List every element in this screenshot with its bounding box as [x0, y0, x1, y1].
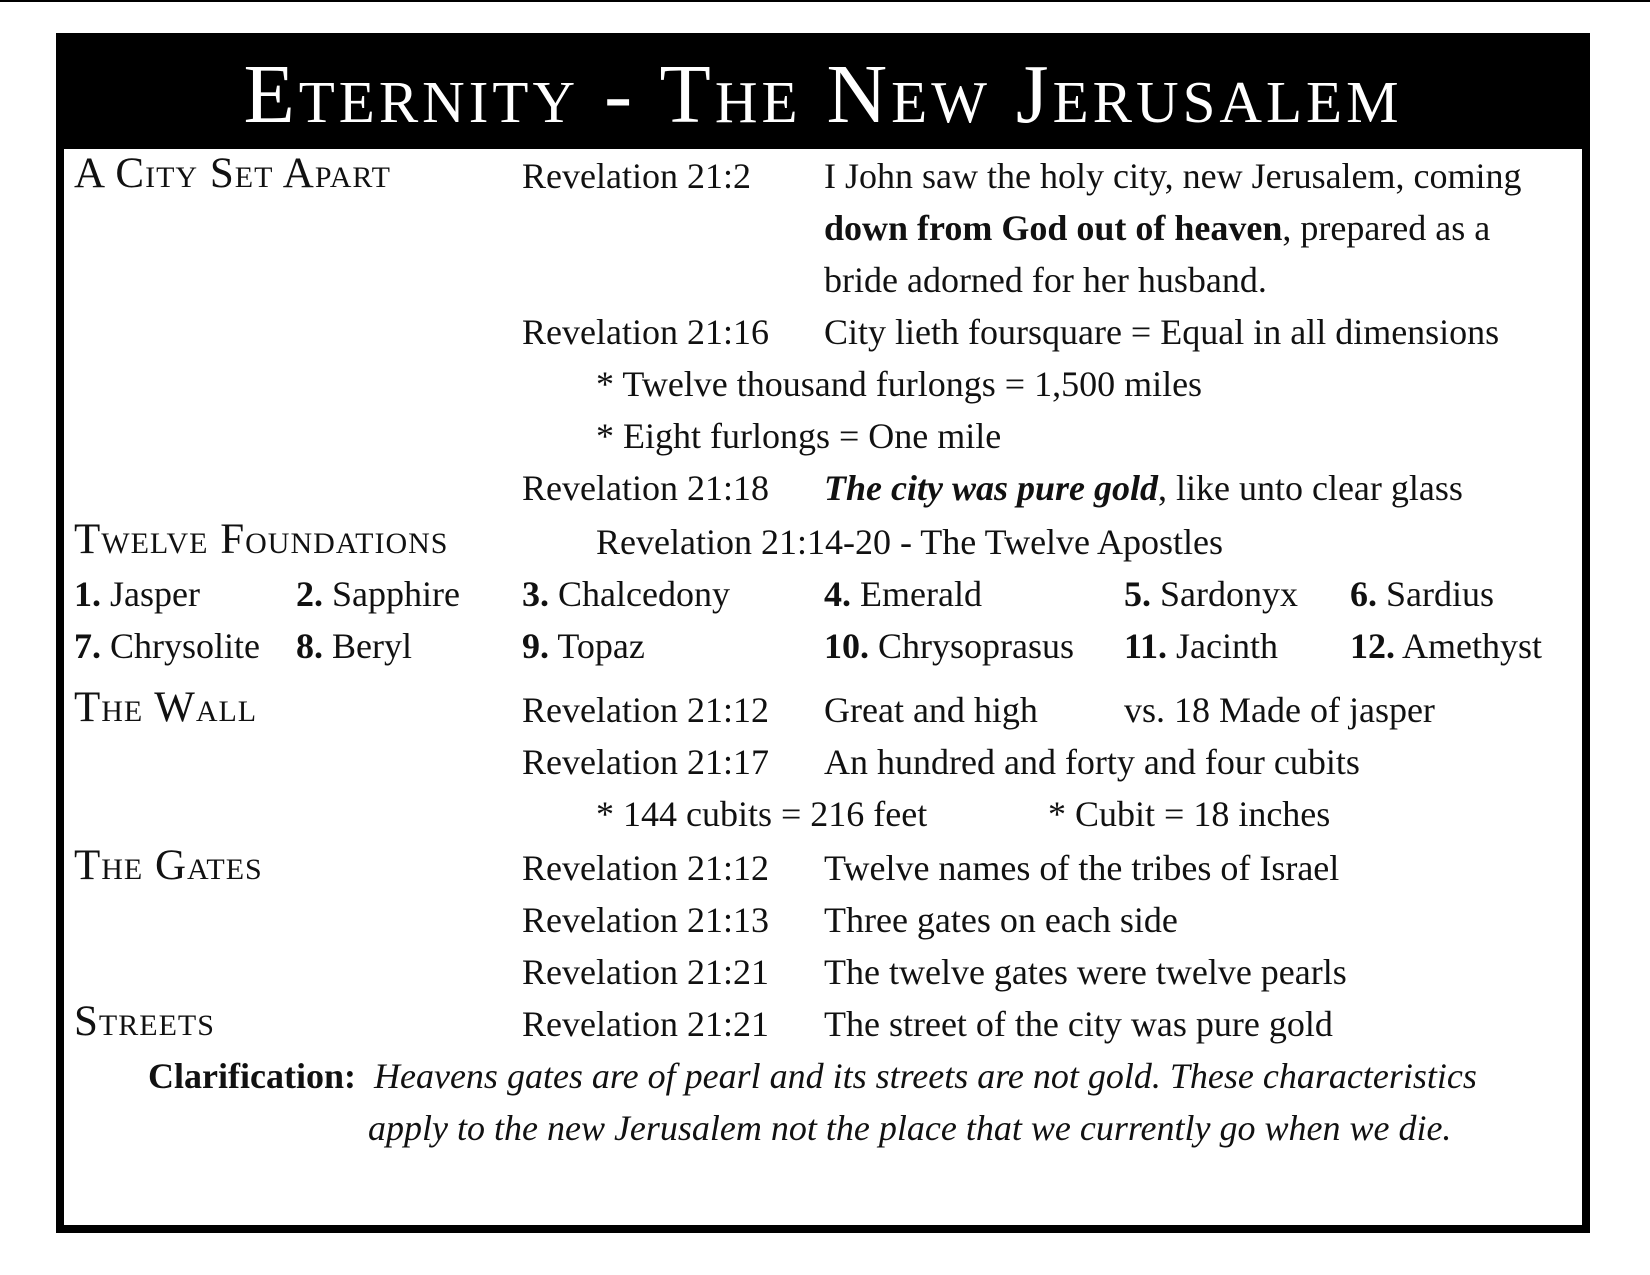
verse-ref: Revelation 21:12 — [522, 690, 769, 730]
verse-ref: Revelation 21:12 — [522, 848, 769, 888]
section-heading-city: A City Set Apart — [74, 150, 391, 197]
gem-item: 4. Emerald — [824, 574, 982, 614]
foundations-subtitle: Revelation 21:14-20 - The Twelve Apostles — [596, 522, 1224, 562]
note-text: * Cubit = 18 inches — [1048, 794, 1331, 834]
clarification-text: apply to the new Jerusalem not the place that we currently go when we die. — [368, 1108, 1452, 1148]
verse-text: I John saw the holy city, new Jerusalem, coming — [824, 156, 1522, 196]
gem-item: 7. Chrysolite — [74, 626, 260, 666]
note-text: * Eight furlongs = One mile — [596, 416, 1002, 456]
verse-text: The twelve gates were twelve pearls — [824, 952, 1347, 992]
verse-ref: Revelation 21:21 — [522, 1004, 769, 1044]
note-text: * Twelve thousand furlongs = 1,500 miles — [596, 364, 1203, 404]
gem-item: 8. Beryl — [296, 626, 412, 666]
verse-ref: Revelation 21:17 — [522, 742, 769, 782]
section-heading-foundations: Twelve Foundations — [74, 516, 449, 563]
verse-text: Great and high — [824, 690, 1038, 730]
card-content — [64, 41, 1582, 1225]
gem-item: 12. Amethyst — [1350, 626, 1543, 666]
gem-item: 10. Chrysoprasus — [824, 626, 1074, 666]
section-heading-wall: The Wall — [74, 684, 258, 731]
gem-item: 9. Topaz — [522, 626, 645, 666]
gem-item: 11. Jacinth — [1124, 626, 1278, 666]
emphasis-text: down from God out of heaven — [824, 208, 1283, 248]
gem-item: 6. Sardius — [1350, 574, 1494, 614]
gem-item: 3. Chalcedony — [522, 574, 730, 614]
page-title: Eternity - The New Jerusalem — [243, 48, 1403, 141]
clarification-label: Clarification: — [148, 1056, 356, 1096]
section-heading-streets: Streets — [74, 998, 215, 1045]
verse-text: The street of the city was pure gold — [824, 1004, 1333, 1044]
verse-text: Twelve names of the tribes of Israel — [824, 848, 1340, 888]
section-heading-gates: The Gates — [74, 842, 263, 889]
note-text: * 144 cubits = 216 feet — [596, 794, 928, 834]
gem-item: 2. Sapphire — [296, 574, 460, 614]
verse-ref: Revelation 21:2 — [522, 156, 751, 196]
verse-ref: Revelation 21:21 — [522, 952, 769, 992]
verse-text: vs. 18 Made of jasper — [1124, 690, 1435, 730]
clarification-text: Heavens gates are of pearl and its streets are not gold. These characteristics — [374, 1056, 1477, 1096]
verse-ref: Revelation 21:13 — [522, 900, 769, 940]
verse-text: bride adorned for her husband. — [824, 260, 1267, 300]
top-rule — [0, 0, 1650, 2]
verse-ref: Revelation 21:16 — [522, 312, 769, 352]
verse-text: An hundred and forty and four cubits — [824, 742, 1360, 782]
verse-text: down from God out of heaven, prepared as a — [824, 208, 1491, 248]
verse-ref: Revelation 21:18 — [522, 468, 769, 508]
emphasis-text: The city was pure gold — [824, 468, 1158, 508]
verse-text: City lieth foursquare = Equal in all dimensions — [824, 312, 1500, 352]
verse-text: Three gates on each side — [824, 900, 1178, 940]
verse-text: The city was pure gold, like unto clear glass — [824, 468, 1463, 508]
gem-item: 1. Jasper — [74, 574, 200, 614]
gem-item: 5. Sardonyx — [1124, 574, 1298, 614]
card-frame — [56, 33, 1590, 1233]
